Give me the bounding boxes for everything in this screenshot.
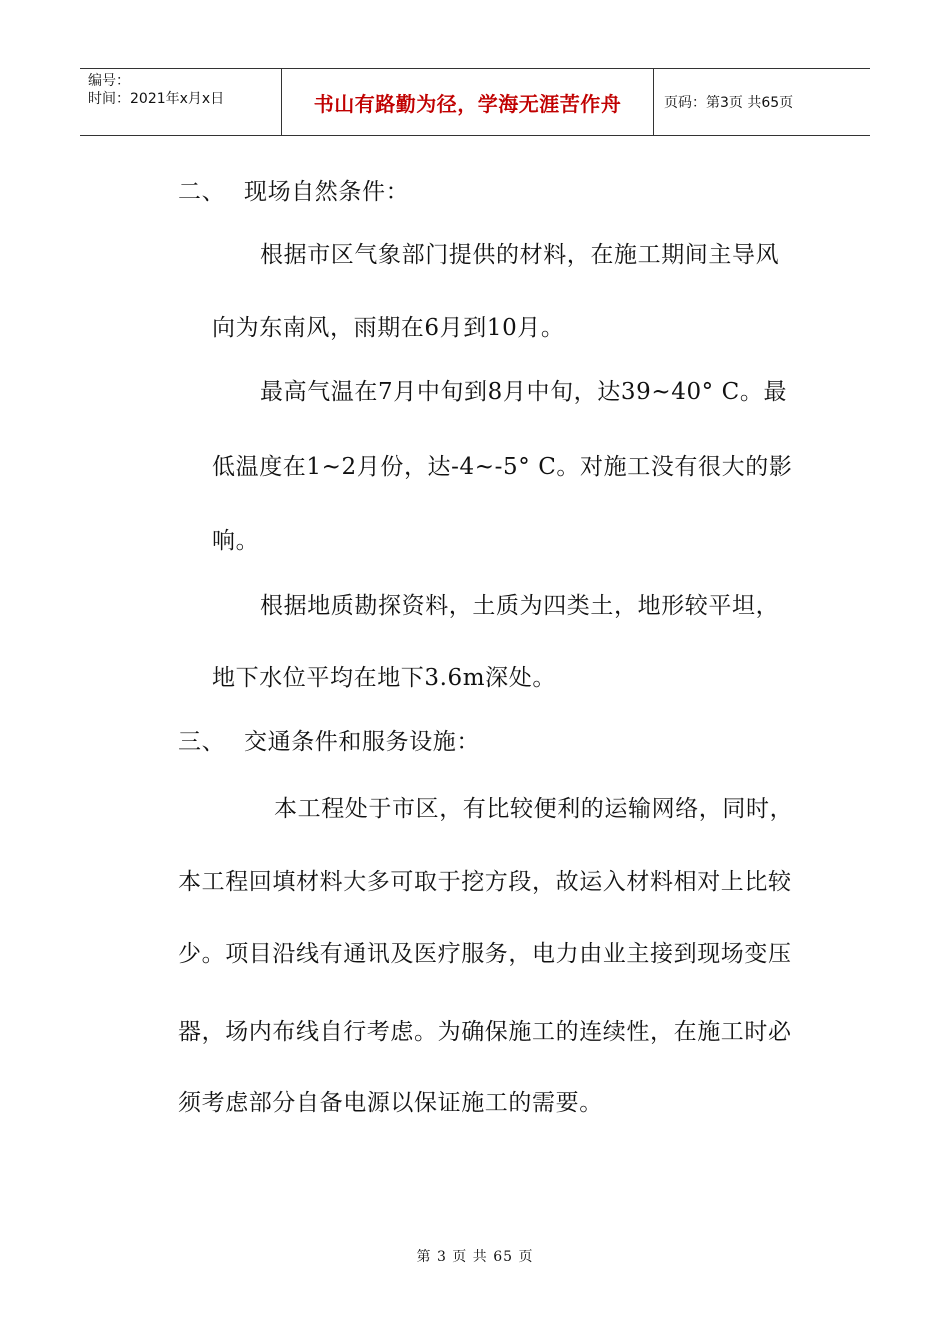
paragraph-line: 少。项目沿线有通讯及医疗服务，电力由业主接到现场变压: [178, 941, 792, 967]
section-2-number: 二、: [178, 179, 226, 205]
header-motto: 书山有路勤为径，学海无涯苦作舟: [313, 91, 622, 116]
paragraph-line: 低温度在1~2月份，达-4~-5° C。对施工没有很大的影: [212, 454, 793, 480]
paragraph-line: 根据市区气象部门提供的材料，在施工期间主导风: [260, 242, 780, 268]
paragraph-line: 器，场内布线自行考虑。为确保施工的连续性，在施工时必: [178, 1019, 792, 1045]
page-footer: 第 3 页 共 65 页: [416, 1249, 534, 1265]
section-2-title: 现场自然条件：: [244, 179, 410, 205]
paragraph-line: 向为东南风，雨期在6月到10月。: [212, 315, 565, 341]
paragraph-line: 本工程处于市区，有比较便利的运输网络，同时，: [274, 796, 794, 822]
paragraph-line: 本工程回填材料大多可取于挖方段，故运入材料相对上比较: [178, 869, 792, 895]
section-3-heading: [178, 723, 480, 756]
section-3-number: 三、: [178, 729, 226, 755]
document-number-label: 编号：: [88, 73, 130, 89]
header-motto-cell: [282, 69, 654, 135]
section-3-title: 交通条件和服务设施：: [244, 729, 480, 755]
header-page-cell: [654, 69, 870, 135]
header-page-info: 页码：第3页 共65页: [664, 95, 794, 111]
document-header: [80, 68, 870, 136]
paragraph-line: 根据地质勘探资料，土质为四类土，地形较平坦，: [260, 593, 780, 619]
document-time-label: 时间：2021年x月x日: [88, 91, 225, 107]
section-2-heading: [178, 173, 409, 206]
paragraph-line: 地下水位平均在地下3.6m深处。: [212, 665, 556, 691]
header-meta-cell: [80, 69, 282, 135]
paragraph-line: 响。: [212, 528, 260, 554]
paragraph-line: 须考虑部分自备电源以保证施工的需要。: [178, 1090, 603, 1116]
paragraph-line: 最高气温在7月中旬到8月中旬，达39~40° C。最: [260, 379, 788, 405]
